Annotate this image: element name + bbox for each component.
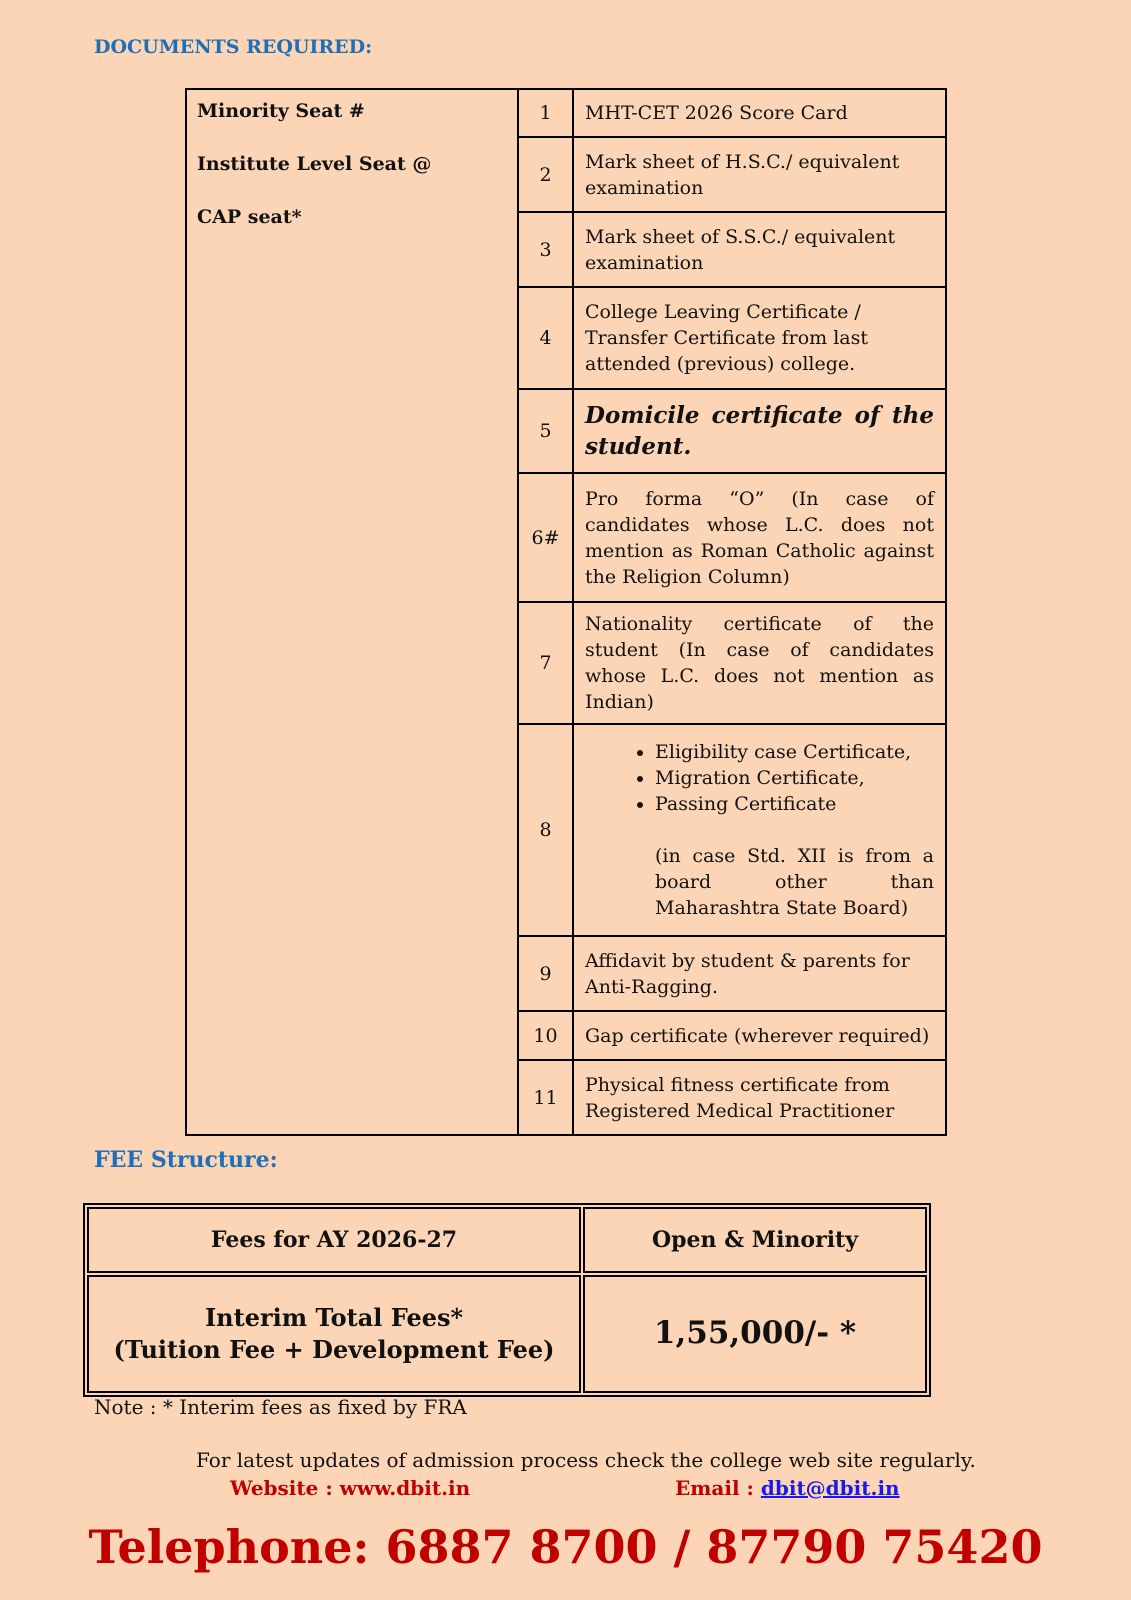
updates-notice: For latest updates of admission process check the college web site regularly. (196, 1448, 976, 1472)
document-description: Mark sheet of H.S.C./ equivalent examination (573, 137, 946, 212)
document-description (573, 724, 946, 936)
website-text: Website : www.dbit.in (230, 1476, 471, 1500)
document-description: Pro forma “O” (In case of candidates whose L.C. does not mention as Roman Catholic against the Religion Column) (573, 473, 946, 602)
seat-type-institute-level: Institute Level Seat @ (197, 153, 432, 175)
document-description: College Leaving Certificate / Transfer Certificate from last attended (previous) college. (573, 287, 946, 389)
seat-type-cap: CAP seat* (197, 206, 302, 228)
fee-table (83, 1203, 931, 1397)
document-number: 10 (518, 1011, 573, 1060)
fee-col2-header: Open & Minority (583, 1207, 927, 1273)
fee-row-label (87, 1275, 581, 1393)
fee-col1-header: Fees for AY 2026-27 (87, 1207, 581, 1273)
fee-row-label-line2: (Tuition Fee + Development Fee) (113, 1335, 555, 1364)
email-link[interactable]: dbit@dbit.in (760, 1476, 900, 1500)
fee-row-label-line1: Interim Total Fees* (204, 1303, 464, 1332)
seat-type-minority: Minority Seat # (197, 100, 365, 122)
domicile-text: Domicile certificate of the student. (585, 402, 934, 460)
document-description: Nationality certificate of the student (In case of candidates whose L.C. does not mention as Indian) (573, 602, 946, 724)
fee-heading: FEE Structure: (94, 1147, 278, 1173)
document-number: 4 (518, 287, 573, 389)
document-number: 1 (518, 89, 573, 137)
documents-table (185, 88, 947, 1136)
documents-heading: DOCUMENTS REQUIRED: (94, 36, 373, 58)
document-description: Affidavit by student & parents for Anti-Ragging. (573, 936, 946, 1011)
document-number: 2 (518, 137, 573, 212)
document-number: 8 (518, 724, 573, 936)
document-description (573, 389, 946, 473)
bullet-item: • Eligibility case Certificate, (655, 739, 934, 765)
document-number: 5 (518, 389, 573, 473)
document-number: 11 (518, 1060, 573, 1135)
certificate-bullet-list (585, 739, 934, 817)
document-description: MHT-CET 2026 Score Card (573, 89, 946, 137)
document-description: Mark sheet of S.S.C./ equivalent examination (573, 212, 946, 287)
bullet-item: • Migration Certificate, (655, 765, 934, 791)
document-number: 6# (518, 473, 573, 602)
seat-types-cell (186, 89, 518, 1135)
fee-note: Note : * Interim fees as fixed by FRA (94, 1395, 467, 1419)
document-number: 9 (518, 936, 573, 1011)
document-description: Gap certificate (wherever required) (573, 1011, 946, 1060)
telephone-number: Telephone: 6887 8700 / 87790 75420 (88, 1520, 1043, 1574)
fee-row-value-cell (583, 1275, 927, 1393)
email-label: Email : (675, 1476, 761, 1500)
document-number: 3 (518, 212, 573, 287)
bullet-item: • Passing Certificate (655, 791, 934, 817)
document-description: Physical fitness certificate from Registered Medical Practitioner (573, 1060, 946, 1135)
board-note: (in case Std. XII is from a board other than Maharashtra State Board) (655, 845, 934, 919)
fee-value: 1,55,000/- * (653, 1315, 857, 1351)
email-line (675, 1476, 900, 1500)
document-number: 7 (518, 602, 573, 724)
